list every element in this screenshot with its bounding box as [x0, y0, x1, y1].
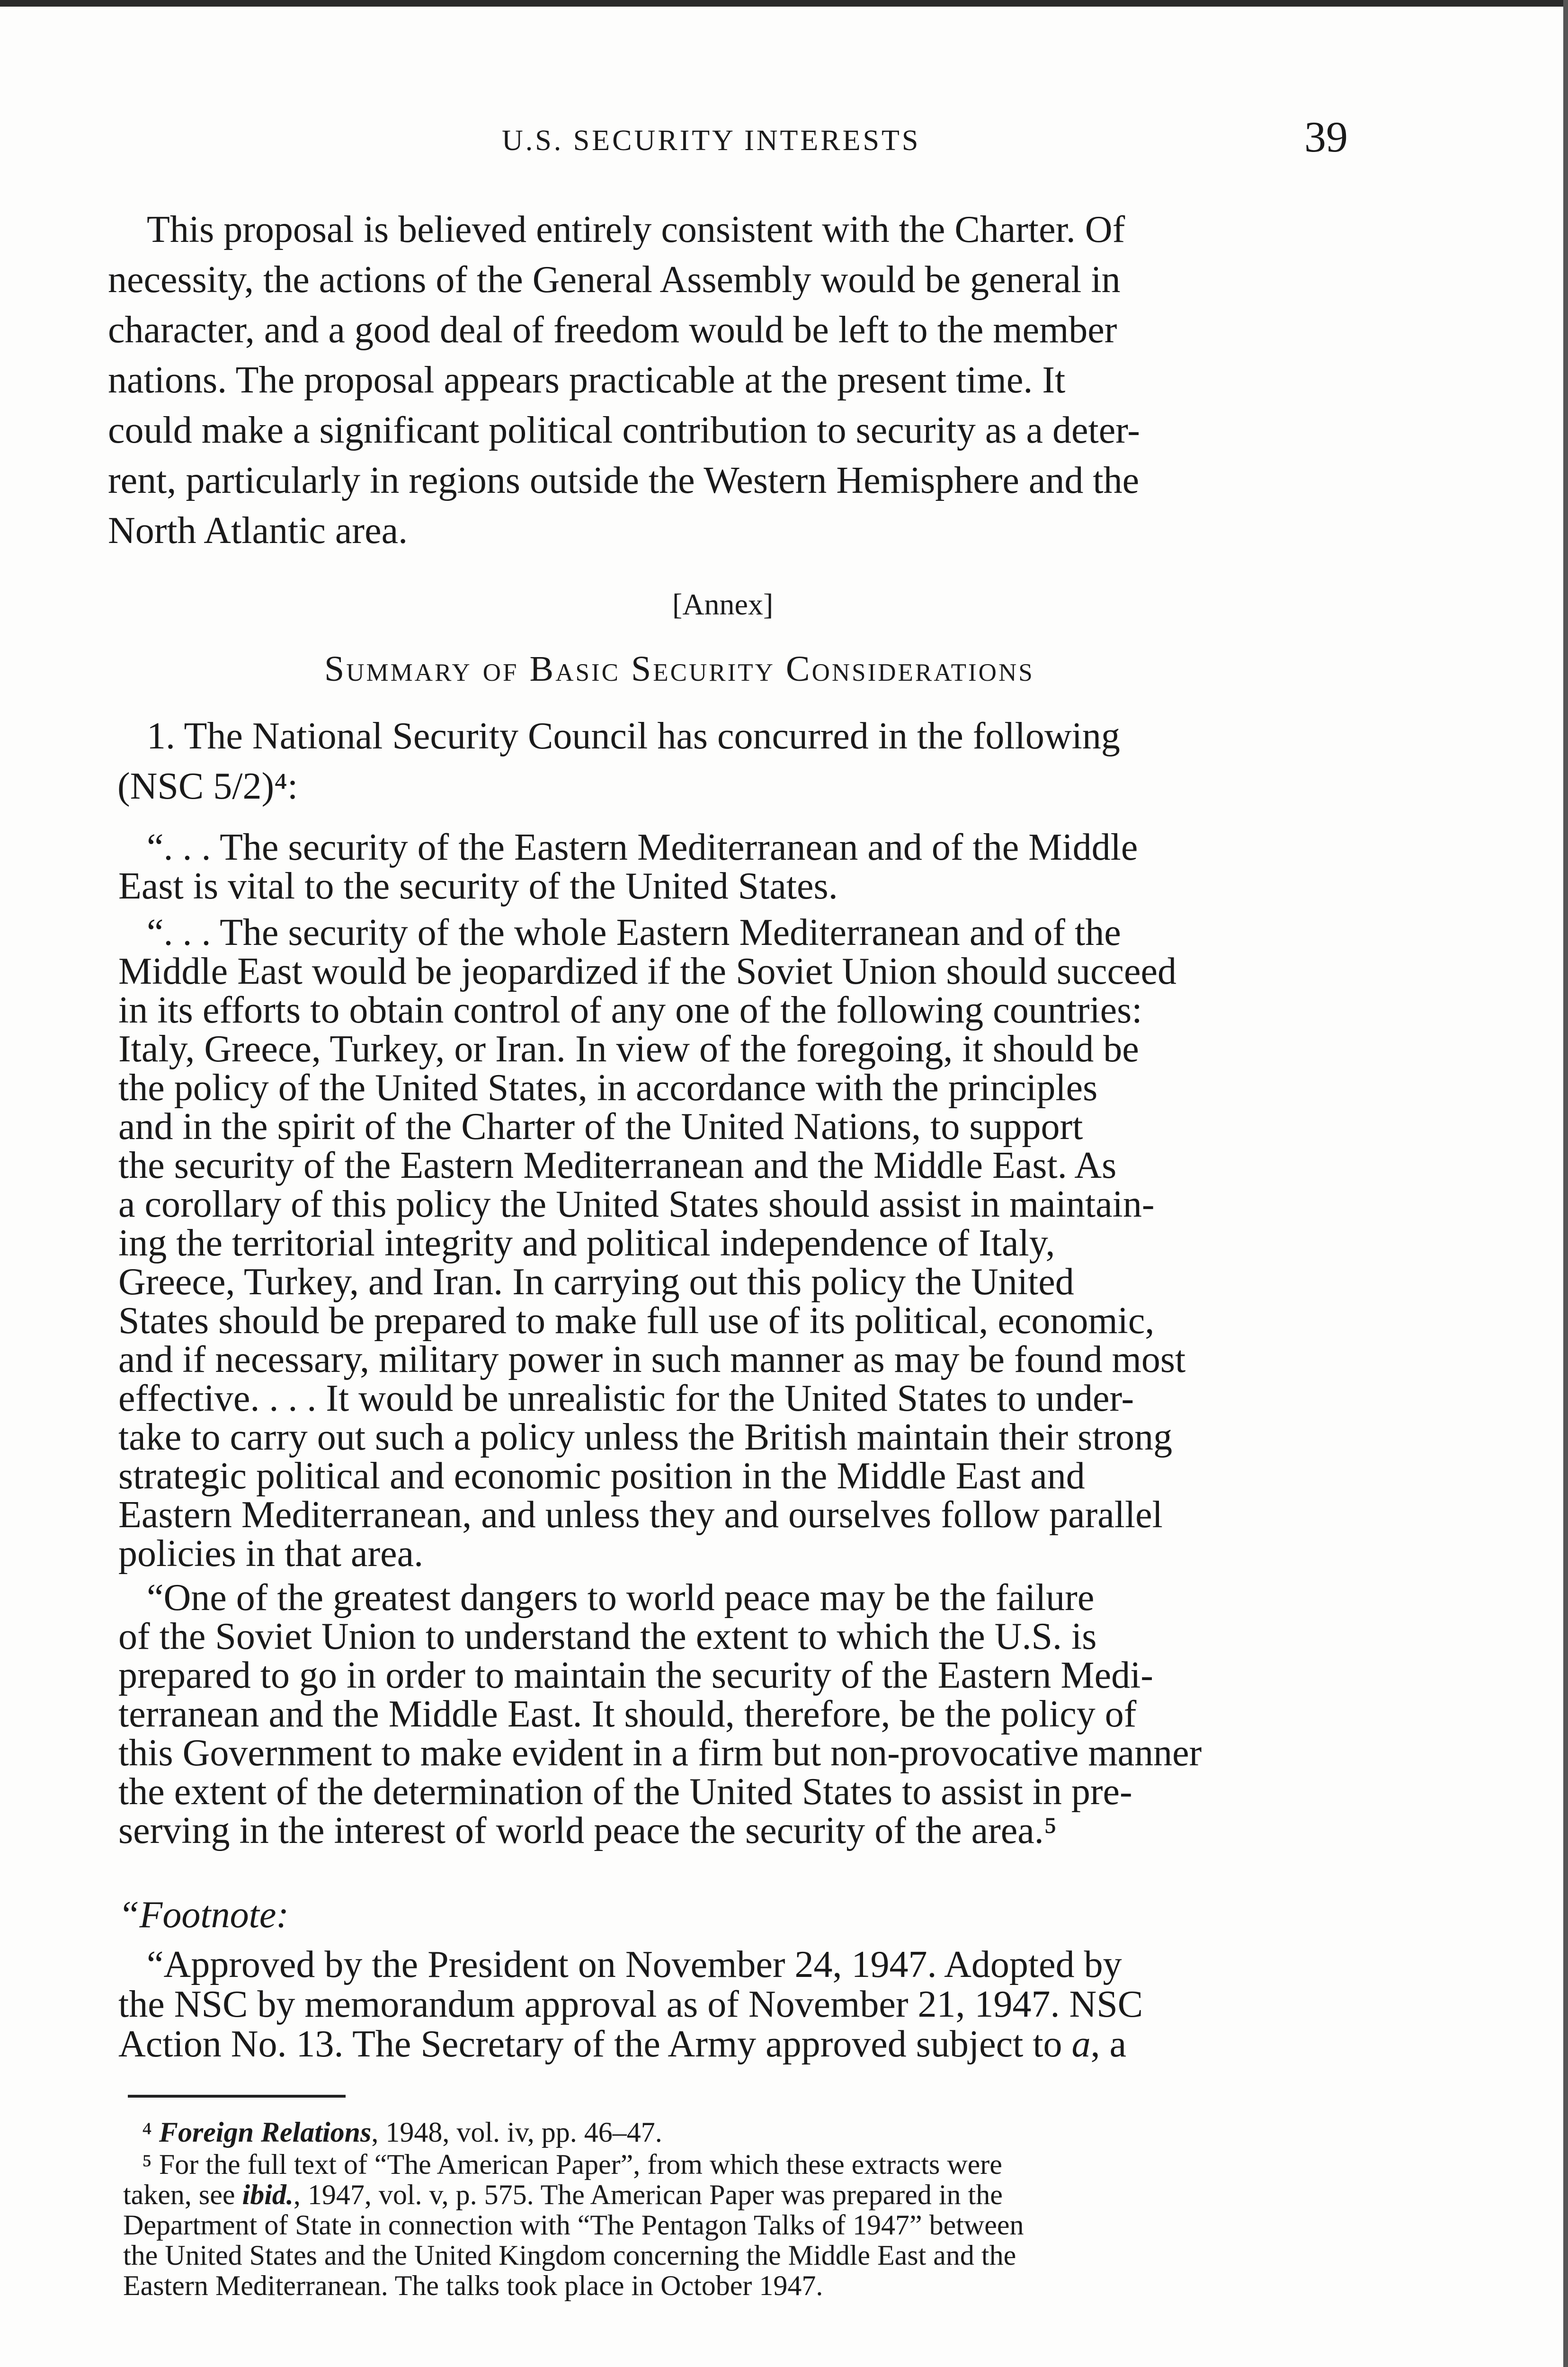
text-line: strategic political and economic position in the Middle East and [118, 1455, 1085, 1497]
text-line: policies in that area. [118, 1533, 424, 1575]
text-segment: , a [1090, 2023, 1127, 2065]
footnote-divider [128, 2095, 346, 2098]
top-border-rule [0, 0, 1568, 7]
text-segment: Action No. 13. The Secretary of the Army approved subject to [118, 2023, 1072, 2065]
text-line: “. . . The security of the whole Eastern Mediterranean and of the [147, 912, 1121, 953]
text-segment: a [1071, 2023, 1091, 2065]
text-line: rent, particularly in regions outside the Western Hemisphere and the [108, 460, 1140, 501]
text-line: nations. The proposal appears practicable at the present time. It [108, 359, 1066, 401]
text-line: prepared to go in order to maintain the security of the Eastern Medi- [118, 1655, 1153, 1696]
text-line: States should be prepared to make full use of its political, economic, [118, 1300, 1155, 1342]
footnote-5-line: Department of State in connection with “The Pentagon Talks of 1947” between [123, 2209, 1024, 2241]
footnote-5-line: the United States and the United Kingdom concerning the Middle East and the [123, 2240, 1016, 2271]
text-line: the extent of the determination of the United States to assist in pre- [118, 1771, 1132, 1813]
right-border-rule [1563, 0, 1568, 2367]
text-line: Greece, Turkey, and Iran. In carrying out this policy the United [118, 1261, 1074, 1303]
text-line: serving in the interest of world peace the security of the area.⁵ [118, 1810, 1057, 1851]
footnote-5-line: Eastern Mediterranean. The talks took place in October 1947. [123, 2270, 823, 2301]
text-line: 1. The National Security Council has concurred in the following [147, 715, 1120, 757]
footnote-4 [142, 2116, 662, 2149]
text-segment: taken, see [123, 2179, 242, 2210]
text-line: a corollary of this policy the United States should assist in maintain- [118, 1184, 1155, 1225]
text-line: Eastern Mediterranean, and unless they and ourselves follow parallel [118, 1494, 1163, 1536]
text-line: take to carry out such a policy unless the British maintain their strong [118, 1416, 1173, 1458]
footnote-marker: ⁴ [142, 2117, 152, 2148]
text-line: terranean and the Middle East. It should, therefore, be the policy of [118, 1693, 1137, 1735]
annex-label: [Annex] [672, 587, 774, 621]
text-line: in its efforts to obtain control of any one of the following countries: [118, 989, 1142, 1031]
text-segment: , 1947, vol. v, p. 575. The American Paper was prepared in the [293, 2179, 1003, 2210]
text-line: Italy, Greece, Turkey, or Iran. In view of the foregoing, it should be [118, 1028, 1139, 1070]
text-line: Middle East would be jeopardized if the Soviet Union should succeed [118, 951, 1177, 992]
text-line: this Government to make evident in a firm but non-provocative manner [118, 1732, 1202, 1774]
text-line: of the Soviet Union to understand the extent to which the U.S. is [118, 1616, 1097, 1657]
footnote-5-line: ⁵ For the full text of “The American Paper”, from which these extracts were [142, 2149, 1002, 2180]
text-line: East is vital to the security of the United States. [118, 865, 838, 907]
text-line: the security of the Eastern Mediterranean and the Middle East. As [118, 1145, 1117, 1186]
text-line: effective. . . . It would be unrealistic for the United States to under- [118, 1378, 1134, 1419]
text-line: and if necessary, military power in such manner as may be found most [118, 1339, 1186, 1380]
text-line: “Footnote: [118, 1894, 289, 1936]
footnote-title: Foreign Relations [159, 2117, 372, 2148]
page-number: 39 [1304, 113, 1348, 161]
text-line: character, and a good deal of freedom would be left to the member [108, 309, 1117, 351]
text-line: ing the territorial integrity and political independence of Italy, [118, 1222, 1055, 1264]
text-line: This proposal is believed entirely consistent with the Charter. Of [147, 209, 1125, 250]
text-segment: ibid. [242, 2179, 294, 2210]
text-line: the NSC by memorandum approval as of November 21, 1947. NSC [118, 1984, 1143, 2025]
text-line: (NSC 5/2)⁴: [117, 765, 298, 807]
text-line: North Atlantic area. [108, 510, 408, 552]
text-line: “One of the greatest dangers to world peace may be the failure [147, 1577, 1095, 1619]
section-heading: Summary of Basic Security Considerations [324, 649, 1034, 689]
footnote-5-line [123, 2179, 1003, 2211]
text-line: the policy of the United States, in accordance with the principles [118, 1067, 1098, 1109]
text-line [118, 2023, 1126, 2066]
running-head: U.S. SECURITY INTERESTS [502, 125, 921, 157]
text-segment: , 1948, vol. iv, pp. 46–47. [371, 2117, 662, 2148]
text-line: necessity, the actions of the General Assembly would be general in [108, 259, 1121, 301]
text-line: and in the spirit of the Charter of the United Nations, to support [118, 1106, 1083, 1148]
text-line: “. . . The security of the Eastern Mediterranean and of the Middle [147, 827, 1138, 868]
text-line: “Approved by the President on November 24, 1947. Adopted by [147, 1944, 1122, 1985]
text-line: could make a significant political contribution to security as a deter- [108, 409, 1140, 451]
